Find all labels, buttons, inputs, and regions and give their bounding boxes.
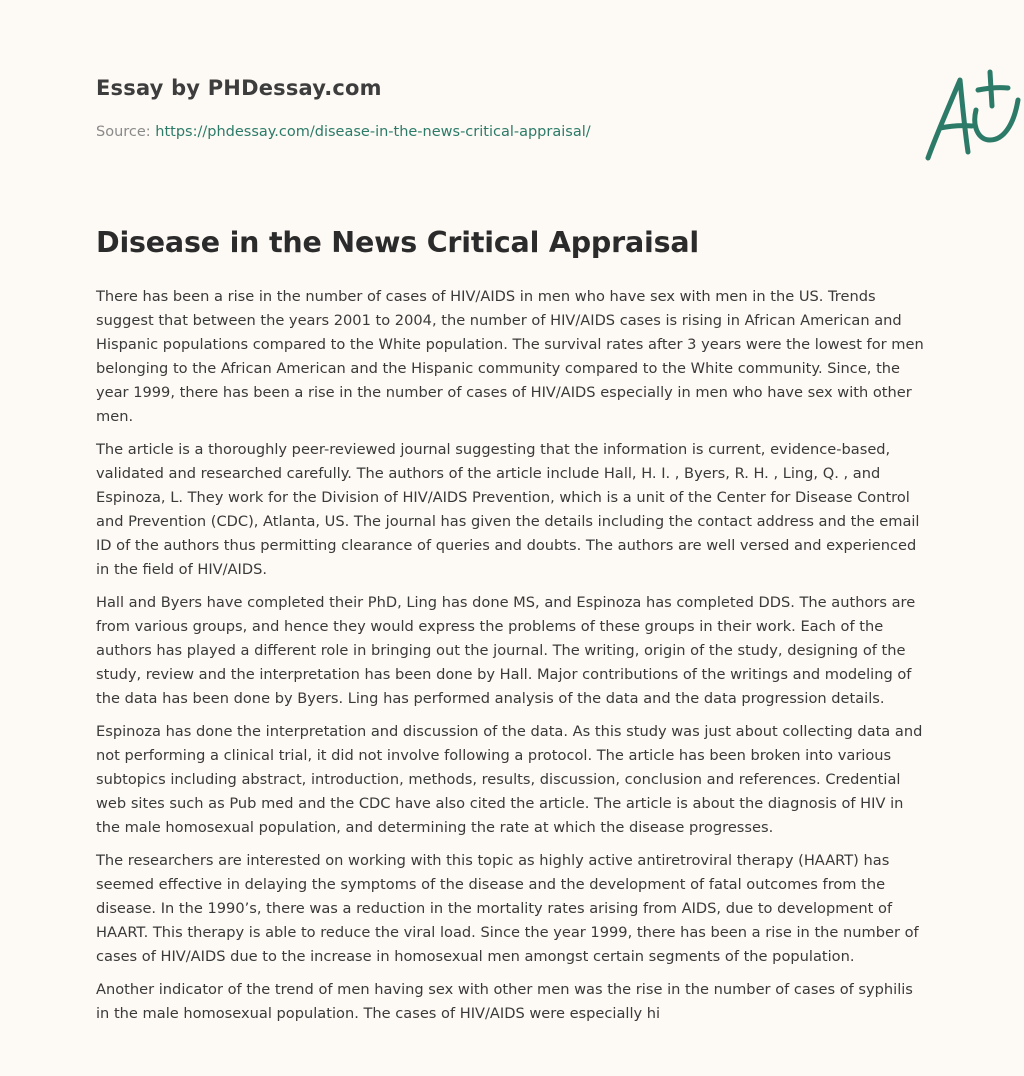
source-line [96,124,591,140]
site-brand: Essay by PHDessay.com [96,76,382,100]
paragraph: Espinoza has done the interpretation and discussion of the data. As this study was just about collecting data and not performing a clinical trial, it did not involve following a protocol. The article has been broken into various subtopics including abstract, introduction, methods, results, discussion, conclusion and references. Credential web sites such as Pub med and the CDC have also cited the article. The article is about the diagnosis of HIV in the male homosexual population, and determining the rate at which the disease progresses. [96,723,923,836]
paragraph: The researchers are interested on working with this topic as highly active antiretroviral therapy (HAART) has seemed effective in delaying the symptoms of the disease and the development of fatal outcomes from the disease. In the 1990’s, there was a reduction in the mortality rates arising from AIDS, due to development of HAART. This therapy is able to reduce the viral load. Since the year 1999, there has been a rise in the number of cases of HIV/AIDS due to the increase in homosexual men amongst certain segments of the population. [96,852,919,965]
paragraph: There has been a rise in the number of cases of HIV/AIDS in men who have sex with men in the US. Trends suggest that between the years 2001 to 2004, the number of HIV/AIDS cases is rising in African American and Hispanic populations compared to the White population. The survival rates after 3 years were the lowest for men belonging to the African American and the Hispanic community compared to the White community. Since, the year 1999, there has been a rise in the number of cases of HIV/AIDS especially in men who have sex with other men. [96,288,924,425]
article-title: Disease in the News Critical Appraisal [96,226,699,259]
source-label: Source: [96,124,156,140]
article-body [96,285,926,1035]
a-plus-logo-icon [916,66,1024,166]
source-link[interactable]: https://phdessay.com/disease-in-the-news-critical-appraisal/ [155,124,591,140]
paragraph: Hall and Byers have completed their PhD, Ling has done MS, and Espinoza has completed DDS. The authors are from various groups, and hence they would express the problems of these groups in their work. Each of the authors has played a different role in bringing out the journal. The writing, origin of the study, designing of the study, review and the interpretation has been done by Hall. Major contributions of the writings and modeling of the data has been done by Byers. Ling has performed analysis of the data and the data progression details. [96,594,916,707]
paragraph: The article is a thoroughly peer-reviewed journal suggesting that the information is current, evidence-based, validated and researched carefully. The authors of the article include Hall, H. I. , Byers, R. H. , Ling, Q. , and Espinoza, L. They work for the Division of HIV/AIDS Prevention, which is a unit of the Center for Disease Control and Prevention (CDC), Atlanta, US. The journal has given the details including the contact address and the email ID of the authors thus permitting clearance of queries and doubts. The authors are well versed and experienced in the field of HIV/AIDS. [96,441,920,578]
paragraph: Another indicator of the trend of men having sex with other men was the rise in the number of cases of syphilis in the male homosexual population. The cases of HIV/AIDS were especially hi [96,981,913,1022]
